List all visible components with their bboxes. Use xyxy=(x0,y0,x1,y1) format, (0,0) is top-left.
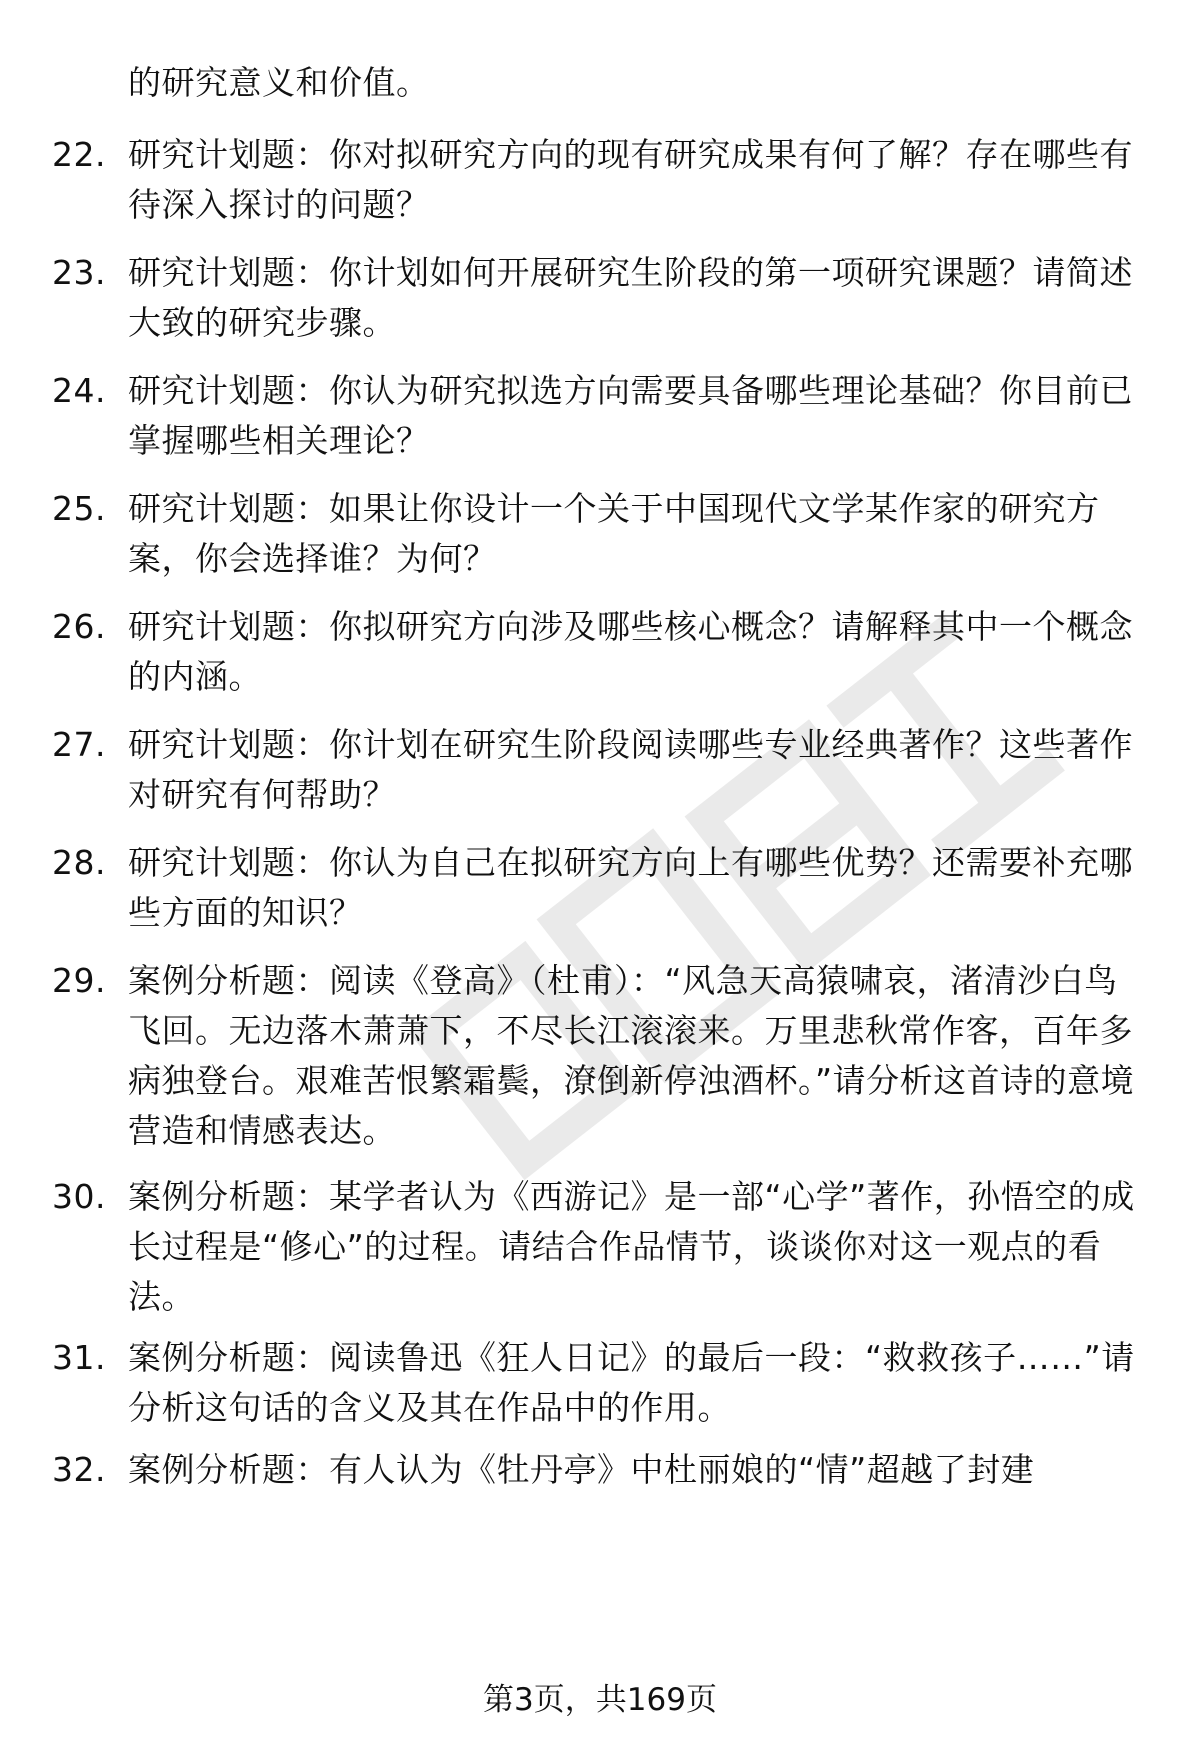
question-number: 26. xyxy=(52,607,106,646)
question-text: 案例分析题：有人认为《牡丹亭》中杜丽娘的“情”超越了封建 xyxy=(128,1450,1035,1489)
question-text: 案例分析题：阅读《登高》（杜甫）：“风急天高猿啸哀，渚清沙白鸟飞回。无边落木萧萧下，不尽长江滚滚来。万里悲秋常作客，百年多病独登台。艰难苦恨繁霜鬓，潦倒新停浊酒杯。”请分析这首诗的意境营造和情感表达。 xyxy=(128,961,1135,1150)
question-item xyxy=(52,956,1142,1156)
question-item xyxy=(52,366,1142,466)
question-number: 31. xyxy=(52,1338,106,1377)
question-text: 研究计划题：你计划如何开展研究生阶段的第一项研究课题？请简述大致的研究步骤。 xyxy=(128,253,1133,342)
question-number: 22. xyxy=(52,135,106,174)
question-number: 24. xyxy=(52,371,106,410)
question-number: 32. xyxy=(52,1450,106,1489)
question-item xyxy=(52,1333,1142,1433)
question-text: 案例分析题：阅读鲁迅《狂人日记》的最后一段：“救救孩子……”请分析这句话的含义及其在作品中的作用。 xyxy=(128,1338,1135,1427)
question-text: 研究计划题：你拟研究方向涉及哪些核心概念？请解释其中一个概念的内涵。 xyxy=(128,607,1133,696)
question-text: 研究计划题：你计划在研究生阶段阅读哪些专业经典著作？这些著作对研究有何帮助？ xyxy=(128,725,1133,814)
question-item xyxy=(52,602,1142,702)
question-number: 29. xyxy=(52,961,106,1000)
question-number: 23. xyxy=(52,253,106,292)
question-item xyxy=(52,130,1142,230)
question-number: 27. xyxy=(52,725,106,764)
question-text: 研究计划题：你认为自己在拟研究方向上有哪些优势？还需要补充哪些方面的知识？ xyxy=(128,843,1133,932)
page-footer: 第3页，共169页 xyxy=(483,1682,717,1718)
continuation-text: 的研究意义和价值。 xyxy=(128,63,430,102)
question-number: 28. xyxy=(52,843,106,882)
question-item xyxy=(52,838,1142,938)
question-text: 研究计划题：如果让你设计一个关于中国现代文学某作家的研究方案，你会选择谁？为何？ xyxy=(128,489,1100,578)
question-item xyxy=(52,720,1142,820)
question-item xyxy=(52,248,1142,348)
question-text: 研究计划题：你认为研究拟选方向需要具备哪些理论基础？你目前已掌握哪些相关理论？ xyxy=(128,371,1133,460)
question-item xyxy=(52,484,1142,584)
question-number: 30. xyxy=(52,1177,106,1216)
question-item xyxy=(52,1172,1142,1322)
question-text: 案例分析题：某学者认为《西游记》是一部“心学”著作，孙悟空的成长过程是“修心”的过程。请结合作品情节，谈谈你对这一观点的看法。 xyxy=(128,1177,1135,1316)
question-text: 研究计划题：你对拟研究方向的现有研究成果有何了解？存在哪些有待深入探讨的问题？ xyxy=(128,135,1133,224)
question-item xyxy=(52,1445,1142,1495)
question-number: 25. xyxy=(52,489,106,528)
